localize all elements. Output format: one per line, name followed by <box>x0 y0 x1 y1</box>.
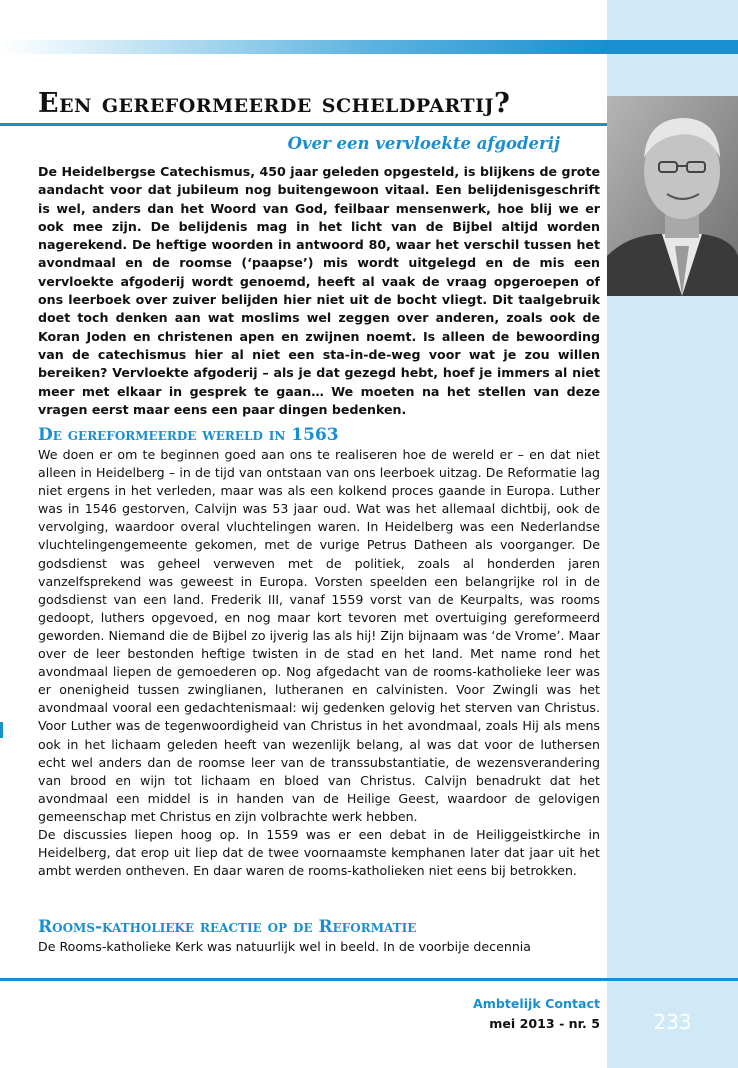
paragraph: We doen er om te beginnen goed aan ons te realiseren hoe de wereld er – en dat niet alleen in Heidelberg – in de tijd van ontstaan van ons leerboek uitzag. De Reformatie lag niet ergens in het verleden, maar was als een kolkend proces gaande in Europa. Luther was in 1546 gestorven, Calvijn was 53 jaar oud. Wat was het allemaal dichtbij, ook de vervolging, waardoor overal vluchtelingen waren. In Heidelberg was een Nederlandse vluchtelingengemeente gekomen, met de vurige Petrus Datheen als voorganger. De godsdienst was geheel verweven met de politiek, zoals al honderden jaren vanzelfsprekend was geweest in Europa. Vorsten speelden een belangrijke rol in de godsdienst van een land. Frederik III, vanaf 1559 vorst van de Keurpalts, was rooms gedoopt, luthers opgevoed, en nog maar kort tevoren met overtuiging gereformeerd geworden. Niemand die de Bijbel zo ijverig las als hij! Zijn bijnaam was ‘de Vrome’. Maar over de leer bestonden heftige twisten in de stad en het land. Met name rond het avondmaal liepen de gemoederen op. Nog afgedacht van de rooms-katholieke leer was er onenigheid tussen zwinglianen, lutheranen en calvinisten. Voor Zwingli was het avondmaal vooral een gedachtenismaal: wij gedenken gelovig het sterven van Christus. Voor Luther was de tegenwoordigheid van Christus in het avondmaal, zoals Hij als mens ook in het lichaam geleden heeft van wezenlijk belang, al was dat voor de luthersen echt wel anders dan de roomse leer van de transsubstantiatie, de wezensverandering van brood en wijn tot lichaam en bloed van Christus. Calvijn benadrukt dat het avondmaal een middel is in handen van de Heilige Geest, waardoor de gelovigen gemeenschap met Christus en zijn volbrachte werk hebben. <box>38 447 600 824</box>
author-photo <box>607 96 738 296</box>
footer-divider-right <box>607 978 738 981</box>
page-number: 233 <box>653 1010 692 1034</box>
article-subtitle: Over een vervloekte afgoderij <box>287 134 560 153</box>
author-portrait-icon <box>607 96 738 296</box>
magazine-name: Ambtelijk Contact <box>472 996 600 1011</box>
article-title: Een gereformeerde scheldpartij? <box>38 88 511 119</box>
paragraph: De discussies liepen hoog op. In 1559 was er een debat in de Heiliggeistkirche in Heidelberg, dat erop uit liep dat de twee voornaamste kemphanen later dat jaar uit het ambt werden ontheven. En daar waren de rooms-katholieken niet eens bij betrokken. <box>38 826 600 879</box>
section-heading-1563: De gereformeerde wereld in 1563 <box>38 425 339 445</box>
section-body-1563 <box>38 446 600 880</box>
footer-divider <box>0 978 607 981</box>
margin-marker <box>0 722 3 738</box>
header-gradient-bar <box>0 40 607 54</box>
title-divider <box>0 123 607 126</box>
header-bar-right <box>607 40 738 54</box>
section-body-reactie: De Rooms-katholieke Kerk was natuurlijk wel in beeld. In de voorbije decennia <box>38 939 532 954</box>
article-intro: De Heidelbergse Catechismus, 450 jaar geleden opgesteld, is blijkens de grote aandacht voor dat jubileum nog buitengewoon vitaal. Een belijdenisgeschrift is wel, anders dan het Woord van God, feilbaar mensenwerk, hoe blij we er ook mee zijn. De belijdenis mag in het licht van de Bijbel altijd worden nagerekend. De heftige woorden in antwoord 80, waar het verschil tussen het avondmaal en de roomse (‘paapse’) mis wordt uitgelegd en de mis een vervloekte afgoderij wordt genoemd, heeft al vaak de vraag opgeroepen of ons leerboek over zuiver belijden hier niet uit de bocht vliegt. Dit taalgebruik doet toch denken aan wat moslims wel zeggen over anderen, zoals ook de Koran Joden en christenen apen en zwijnen noemt. Is alleen de bewoording van de catechismus hier al niet een sta-in-de-weg voor wat je zou willen bereiken? Vervloekte afgoderij – als je dat gezegd hebt, hoef je immers al niet meer met elkaar in gesprek te gaan… We moeten na het stellen van deze vragen eerst maar eens een paar dingen bedenken. <box>38 164 600 417</box>
section-heading-reactie: Rooms-katholieke reactie op de Reformatie <box>38 917 417 937</box>
issue-info: mei 2013 - nr. 5 <box>489 1016 600 1031</box>
